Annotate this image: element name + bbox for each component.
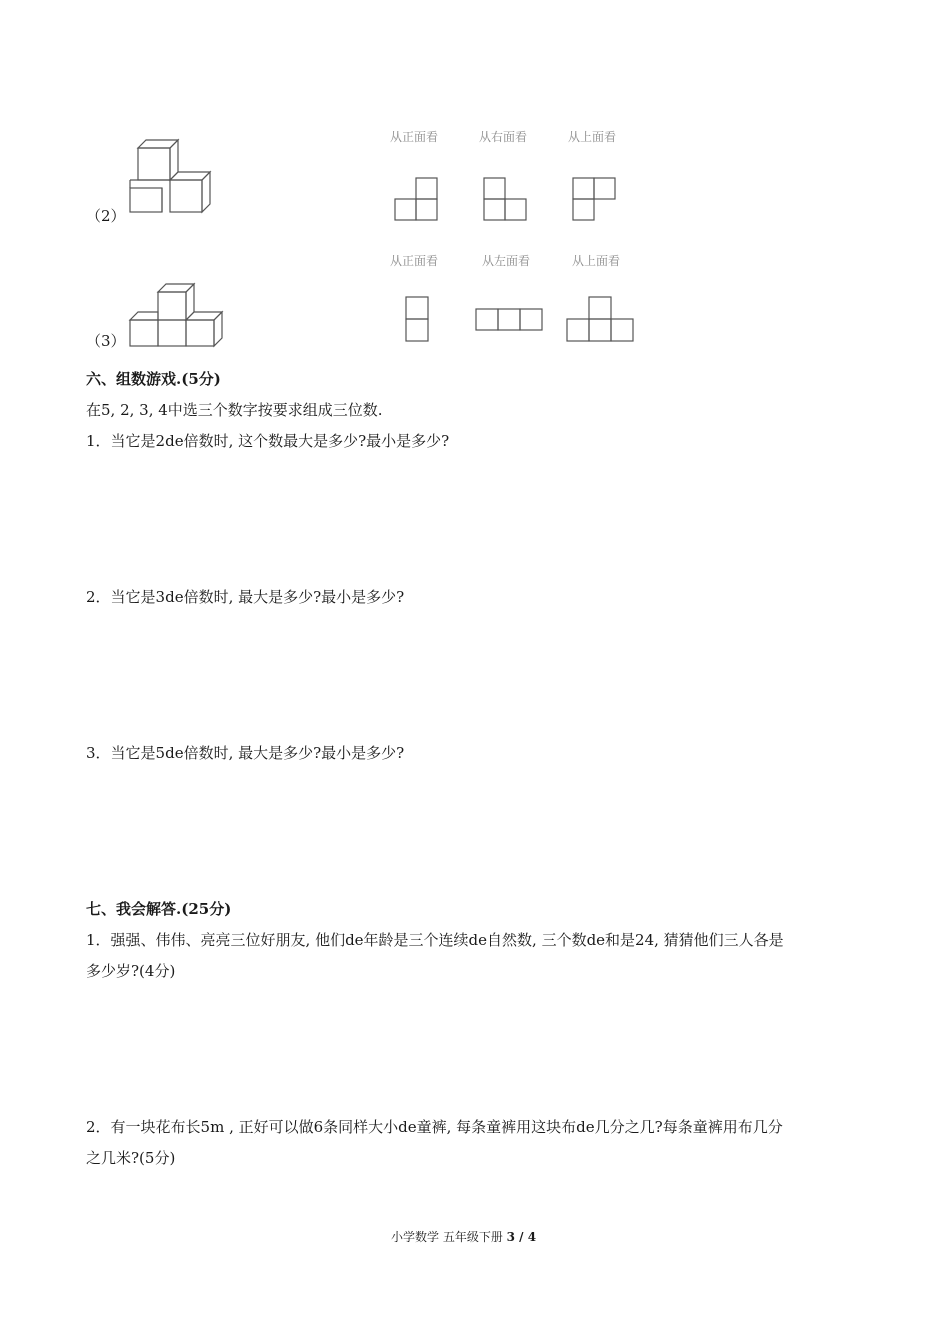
- item-3-view-front: [405, 296, 431, 344]
- section-7-question-1-line-2: 多少岁?(4分): [86, 962, 176, 980]
- section-7-title: 七、我会解答.(25分): [86, 900, 232, 918]
- item-2-label: （2）: [86, 207, 126, 225]
- section-6-question-3: 3．当它是5de倍数时, 最大是多少?最小是多少?: [86, 744, 405, 762]
- section-7-question-1-line-1: 1．强强、伟伟、亮亮三位好朋友, 他们de年龄是三个连续de自然数, 三个数de和是24, 猜猜他们三人各是: [86, 931, 784, 949]
- item-3-caption-front: 从正面看: [390, 254, 439, 268]
- item-2-caption-top: 从上面看: [568, 130, 617, 144]
- item-2-view-top: [572, 176, 618, 222]
- footer-text: 小学数学 五年级下册: [391, 1230, 507, 1244]
- page-footer: [391, 1228, 536, 1245]
- item-2-caption-front: 从正面看: [390, 130, 439, 144]
- item-3-caption-top: 从上面看: [572, 254, 621, 268]
- item-3-view-left: [475, 308, 545, 332]
- item-3-view-top: [566, 296, 636, 344]
- section-6-question-2: 2．当它是3de倍数时, 最大是多少?最小是多少?: [86, 588, 405, 606]
- item-3-caption-left: 从左面看: [482, 254, 531, 268]
- section-6-title: 六、组数游戏.(5分): [86, 370, 221, 388]
- item-3-label: （3）: [86, 332, 126, 350]
- section-6-intro: 在5, 2, 3, 4中选三个数字按要求组成三位数.: [86, 401, 383, 419]
- section-7-question-2-line-1: 2．有一块花布长5m , 正好可以做6条同样大小de童裤, 每条童裤用这块布de几分之几?每条童裤用布几分: [86, 1118, 783, 1136]
- section-7-question-2-line-2: 之几米?(5分): [86, 1149, 176, 1167]
- section-6-question-1: 1．当它是2de倍数时, 这个数最大是多少?最小是多少?: [86, 432, 450, 450]
- item-2-view-front: [394, 176, 440, 222]
- page-number: 3 / 4: [506, 1230, 537, 1244]
- item-2-caption-right: 从右面看: [479, 130, 528, 144]
- item-3-cube-figure: [128, 282, 228, 348]
- item-2-view-right: [483, 176, 529, 222]
- item-2-cube-figure: [128, 136, 218, 216]
